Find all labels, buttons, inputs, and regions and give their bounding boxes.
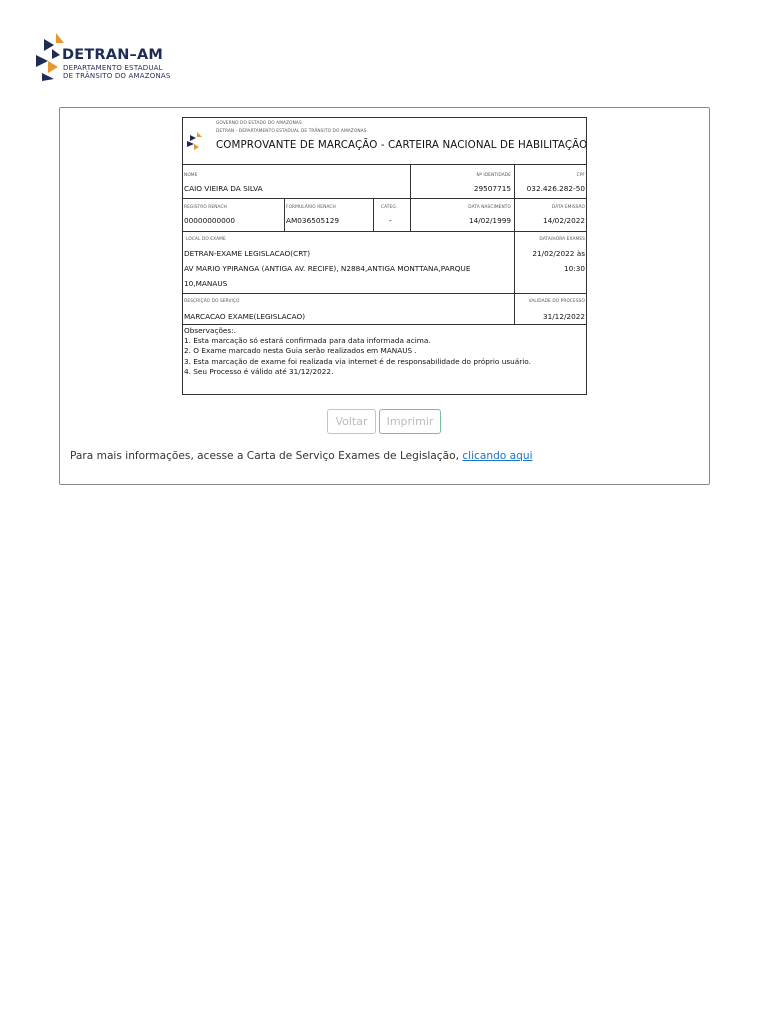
- voltar-button[interactable]: Voltar: [327, 409, 376, 434]
- logo-title: DETRAN–AM: [62, 47, 164, 63]
- identidade-value: 29507715: [473, 184, 511, 193]
- local-address-line2: 10,MANAUS: [184, 279, 228, 288]
- validade-value: 31/12/2022: [542, 312, 585, 321]
- local-name: DETRAN-EXAME LEGISLACAO(CRT): [184, 249, 311, 258]
- observacao-item: 3. Esta marcação de exame foi realizada via internet é de responsabilidade do próprio usuário.: [184, 356, 531, 366]
- divider: [514, 293, 515, 324]
- divider: [373, 198, 374, 231]
- emissao-label: DATA EMISSÃO: [551, 205, 585, 210]
- cpf-label: CPF: [576, 173, 585, 178]
- carta-servico-link[interactable]: clicando aqui: [462, 450, 533, 462]
- datahora-date: 21/02/2022 às: [532, 249, 585, 258]
- identidade-label: Nº IDENTIDADE: [476, 173, 511, 178]
- divider: [410, 164, 411, 198]
- observacoes: [184, 326, 531, 377]
- datahora-label: DATA/HORA EXAMES: [539, 237, 585, 242]
- divider: [514, 231, 515, 293]
- cpf-value: 032.426.282-50: [526, 184, 585, 193]
- observacao-item: 1. Esta marcação só estará confirmada para data informada acima.: [184, 336, 431, 346]
- divider: [284, 198, 285, 231]
- info-message: Para mais informações, acesse a Carta de Serviço Exames de Legislação,: [70, 450, 463, 462]
- receipt-emblem-icon: [187, 132, 203, 150]
- divider: [410, 198, 411, 231]
- categ-value: -: [389, 216, 392, 225]
- servico-label: DESCRIÇÃO DO SERVIÇO: [184, 299, 240, 304]
- divider: [183, 324, 586, 325]
- local-address-line1: AV MARIO YPIRANGA (ANTIGA AV. RECIFE), N2884,ANTIGA MONTTANA,PARQUE: [184, 264, 471, 273]
- nome-label: NOME: [184, 173, 198, 178]
- renach-value: 00000000000: [184, 216, 236, 225]
- nascimento-value: 14/02/1999: [468, 216, 511, 225]
- marcacao-receipt: [182, 117, 587, 395]
- validade-label: VALIDADE DO PROCESSO: [528, 299, 585, 304]
- logo-subtitle-line2: DE TRÂNSITO DO AMAZONAS: [63, 72, 171, 80]
- gov-line2: DETRAN - DEPARTAMENTO ESTADUAL DE TRÂNSITO DO AMAZONAS: [216, 129, 367, 134]
- imprimir-button[interactable]: Imprimir: [379, 409, 441, 434]
- divider: [183, 164, 586, 165]
- receipt-title: COMPROVANTE DE MARCAÇÃO - CARTEIRA NACIONAL DE HABILITAÇÃO: [216, 139, 588, 151]
- divider: [183, 293, 586, 294]
- gov-line1: GOVERNO DO ESTADO DO AMAZONAS: [216, 121, 302, 126]
- divider: [183, 198, 586, 199]
- formulario-label: FORMULÁRIO RENACH: [286, 205, 336, 210]
- categ-label: CATEG.: [381, 205, 398, 210]
- formulario-value: AM036505129: [286, 216, 340, 225]
- emissao-value: 14/02/2022: [542, 216, 585, 225]
- servico-value: MARCACAO EXAME(LEGISLACAO): [184, 312, 306, 321]
- detran-emblem-icon: [34, 31, 64, 81]
- observacao-item: 2. O Exame marcado nesta Guia serão realizados em MANAUS .: [184, 346, 417, 356]
- divider: [514, 198, 515, 231]
- nascimento-label: DATA NASCIMENTO: [468, 205, 511, 210]
- datahora-time: 10:30: [563, 264, 585, 273]
- info-text: [70, 450, 533, 462]
- local-label: LOCAL DO EXAME: [186, 237, 226, 242]
- divider: [514, 164, 515, 198]
- observacoes-title: Observações:.: [184, 326, 237, 335]
- renach-label: REGISTRO RENACH: [184, 205, 227, 210]
- divider: [183, 231, 586, 232]
- detran-logo: [34, 31, 194, 83]
- logo-subtitle-line1: DEPARTAMENTO ESTADUAL: [63, 64, 163, 72]
- observacao-item: 4. Seu Processo é válido até 31/12/2022.: [184, 366, 334, 376]
- nome-value: CAIO VIEIRA DA SILVA: [184, 184, 263, 193]
